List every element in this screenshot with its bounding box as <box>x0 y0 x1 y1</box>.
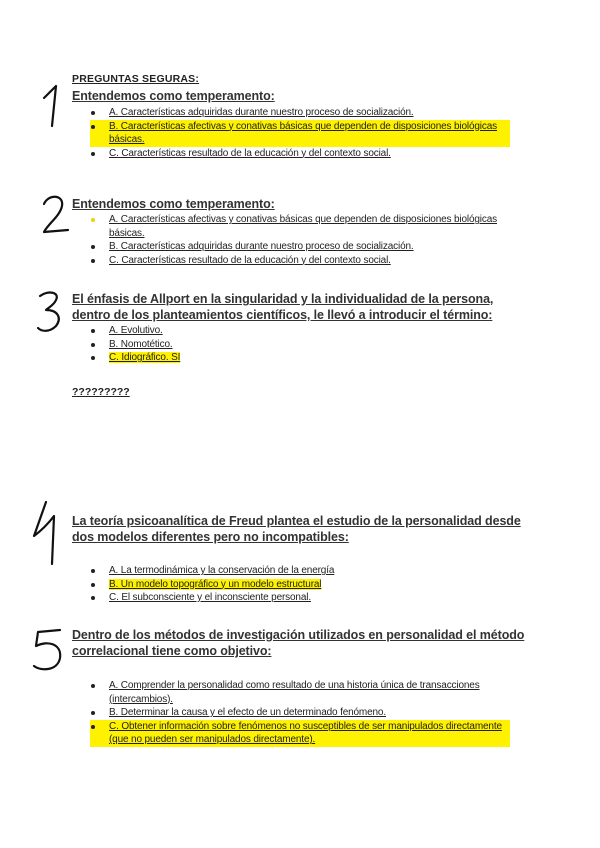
question-5-option-c: C. Obtener información sobre fenómenos no susceptibles de ser manipulados directamente (que no pueden ser manipulados directamente). <box>90 720 510 747</box>
question-1-option-c: C. Características resultado de la educación y del contexto social. <box>90 147 510 161</box>
question-1-text: Entendemos como temperamento: <box>72 89 275 103</box>
question-3-options <box>90 324 510 365</box>
question-3-option-b: B. Nomotético. <box>90 338 510 352</box>
question-3-option-c-text: C. Idiográfico. SI <box>109 352 181 363</box>
question-4-text: La teoría psicoanalítica de Freud plantea el estudio de la personalidad desde dos modelos diferentes pero no incompatibles: <box>72 514 521 544</box>
question-1-options <box>90 106 510 160</box>
question-1-option-b: B. Características afectivas y conativas básicas que dependen de disposiciones biológicas básicas. <box>90 120 510 147</box>
handwritten-number-3 <box>34 288 74 338</box>
question-3-option-c <box>90 351 510 365</box>
question-3-option-a: A. Evolutivo. <box>90 324 510 338</box>
question-4-option-b <box>90 578 510 592</box>
page-title: PREGUNTAS SEGURAS: <box>72 73 200 85</box>
question-2-option-c: C. Características resultado de la educación y del contexto social. <box>90 254 510 268</box>
question-4-options <box>90 564 510 605</box>
question-4-option-c: C. El subconsciente y el inconsciente personal. <box>90 591 510 605</box>
question-5-text: Dentro de los métodos de investigación utilizados en personalidad el método correlacional tiene como objetivo: <box>72 628 525 658</box>
unknown-marker: ????????? <box>72 386 130 398</box>
question-2-option-b: B. Características adquiridas durante nuestro proceso de socialización. <box>90 240 510 254</box>
question-1-option-a: A. Características adquiridas durante nuestro proceso de socialización. <box>90 106 510 120</box>
handwritten-number-5 <box>30 626 70 676</box>
handwritten-number-4 <box>28 498 68 568</box>
question-4-option-b-text: B. Un modelo topográfico y un modelo estructural <box>109 578 322 590</box>
question-2-options <box>90 213 510 267</box>
question-3-text: El énfasis de Allport en la singularidad y la individualidad de la persona, dentro de los planteamientos científicos, le llevó a introducir el término: <box>72 292 494 322</box>
question-5-options <box>90 679 510 747</box>
question-5-option-a: A. Comprender la personalidad como resultado de una historia única de transacciones (intercambios). <box>90 679 510 706</box>
question-4-option-a: A. La termodinámica y la conservación de la energía <box>90 564 510 578</box>
question-2-option-a: A. Características afectivas y conativas básicas que dependen de disposiciones biológicas básicas. <box>90 213 510 240</box>
question-2-text: Entendemos como temperamento: <box>72 197 275 211</box>
question-5-option-b: B. Determinar la causa y el efecto de un determinado fenómeno. <box>90 706 510 720</box>
